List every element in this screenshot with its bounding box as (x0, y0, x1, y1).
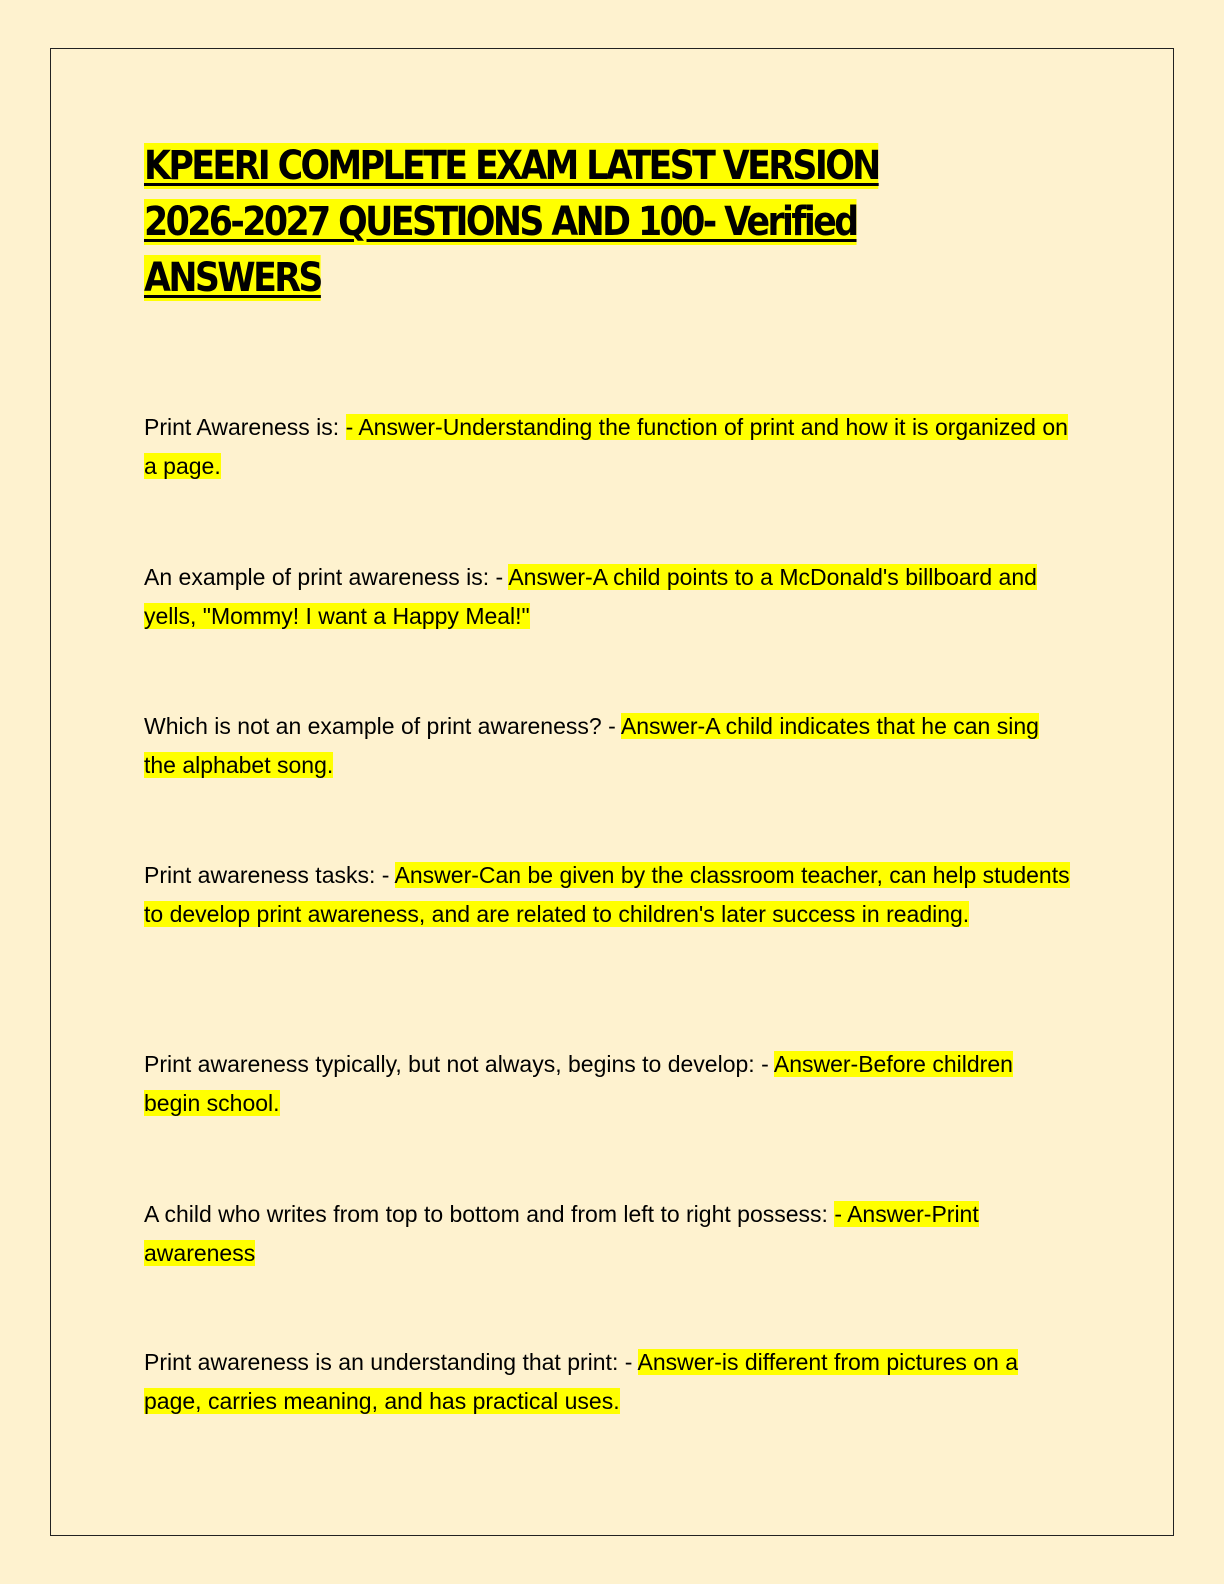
answer-text: - Answer-Understanding the function of print and how it is organized on a page. (144, 414, 1068, 479)
question-text: A child who writes from top to bottom and from left to right possess: (144, 1201, 835, 1227)
answer-text: Answer-Can be given by the classroom teacher, can help students to develop print awareness, and are related to children's later success in reading. (144, 862, 1070, 927)
question-text: Print awareness tasks: - (144, 862, 395, 888)
document-title-text: KPEERI COMPLETE EXAM LATEST VERSION 2026-2027 QUESTIONS AND 100- Verified ANSWERS (144, 143, 879, 301)
qa-item (144, 408, 1074, 486)
answer-text: Answer-Before children begin school. (144, 1051, 1013, 1116)
qa-item (144, 856, 1074, 934)
qa-item (144, 558, 1074, 636)
answer-text: Answer-A child points to a McDonald's billboard and yells, "Mommy! I want a Happy Meal!" (144, 564, 1037, 629)
question-text: An example of print awareness is: - (144, 564, 509, 590)
qa-item (144, 1343, 1074, 1421)
answer-text: Answer-is different from pictures on a page, carries meaning, and has practical uses. (144, 1349, 1019, 1414)
question-text: Print awareness typically, but not always, begins to develop: - (144, 1051, 774, 1077)
qa-item (144, 1045, 1074, 1123)
document-title (144, 138, 953, 306)
answer-text: Answer-A child indicates that he can sing the alphabet song. (144, 713, 1039, 778)
question-text: Print Awareness is: (144, 414, 346, 440)
question-text: Print awareness is an understanding that print: - (144, 1349, 638, 1375)
answer-text: - Answer-Print awareness (144, 1201, 979, 1266)
question-text: Which is not an example of print awareness? - (144, 713, 621, 739)
qa-item (144, 1195, 1074, 1273)
qa-item (144, 707, 1074, 785)
